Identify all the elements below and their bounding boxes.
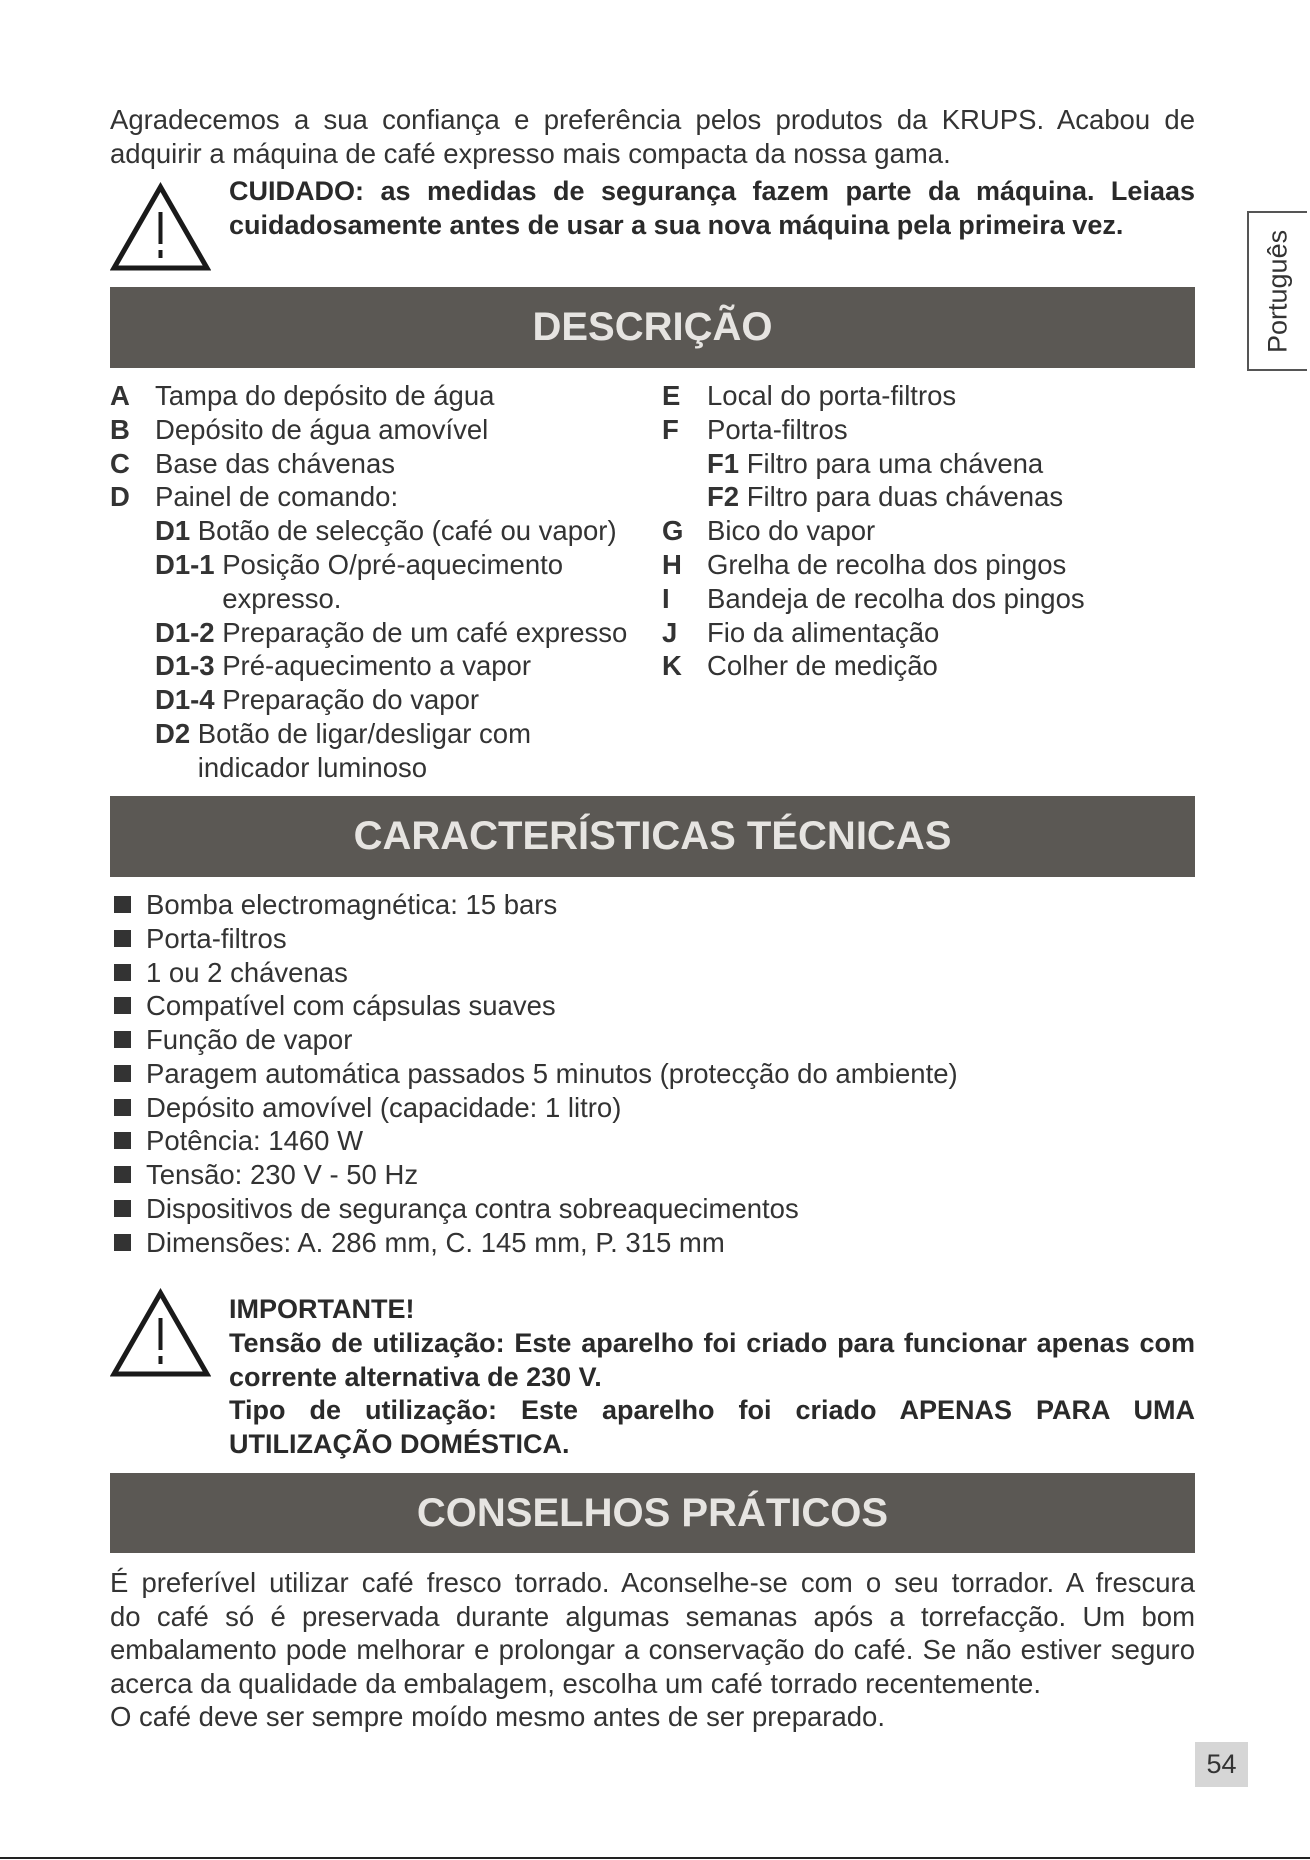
- spec-text: Dimensões: A. 286 mm, C. 145 mm, P. 315 mm: [146, 1226, 725, 1258]
- item-text: Filtro para duas chávenas: [746, 481, 1064, 513]
- warning-icon: [110, 1288, 211, 1378]
- item-text: Porta-filtros: [707, 413, 848, 445]
- bottom-divider: [0, 1857, 1310, 1859]
- list-item: [110, 1057, 1195, 1091]
- square-bullet-icon: [114, 1132, 131, 1149]
- square-bullet-icon: [114, 1166, 131, 1183]
- important-line: IMPORTANTE!: [229, 1294, 415, 1324]
- item-text: Painel de comando:: [155, 481, 399, 513]
- caution-text: [229, 174, 1195, 242]
- section-heading-technical: [110, 796, 1195, 877]
- description-item: [662, 379, 1182, 413]
- square-bullet-icon: [114, 896, 131, 913]
- page-number: [1195, 1742, 1248, 1787]
- list-item: [110, 1226, 1195, 1260]
- square-bullet-icon: [114, 1099, 131, 1116]
- language-tab-label: Português: [1262, 229, 1293, 353]
- warning-triangle-icon: [110, 1288, 211, 1378]
- item-text: Pré-aquecimento a vapor: [222, 650, 531, 682]
- item-key: B: [110, 413, 130, 445]
- description-item: [662, 514, 1182, 548]
- important-notice: [229, 1293, 1195, 1462]
- list-item: [110, 1192, 1195, 1226]
- item-text: Preparação do vapor: [222, 684, 480, 716]
- important-line: corrente alternativa de 230 V.: [229, 1361, 602, 1392]
- description-subitem: [662, 447, 1182, 481]
- important-line: Tipo de utilização: Este aparelho foi criado APENAS PARA UMA: [229, 1395, 1195, 1426]
- description-item: [662, 649, 1182, 683]
- list-item: [110, 1023, 1195, 1057]
- item-key: D1-2: [155, 616, 215, 648]
- item-key: H: [662, 548, 682, 580]
- item-key: F2: [707, 481, 740, 513]
- list-item: [110, 956, 1195, 990]
- important-line: Tensão de utilização: Este aparelho foi criado para funcionar apenas com: [229, 1327, 1195, 1358]
- description-subitem: [662, 480, 1182, 514]
- item-key: F1: [707, 447, 740, 479]
- item-text-continuation: expresso.: [222, 582, 342, 614]
- item-key: E: [662, 380, 681, 411]
- description-item: [662, 548, 1182, 582]
- tips-line: do café só é preservada durante algumas semanas após a torrefacção. Um bom: [110, 1600, 1195, 1632]
- description-subitem: [110, 683, 650, 717]
- square-bullet-icon: [114, 1031, 131, 1048]
- item-key: D1: [155, 515, 191, 547]
- description-item: [110, 447, 650, 481]
- list-item: [110, 922, 1195, 956]
- warning-icon: [110, 182, 211, 272]
- description-list-right: [662, 379, 1182, 683]
- item-key: F: [662, 413, 679, 445]
- item-text: Tampa do depósito de água: [155, 380, 495, 411]
- square-bullet-icon: [114, 964, 131, 981]
- spec-text: Bomba electromagnética: 15 bars: [146, 889, 558, 920]
- description-item: [110, 413, 650, 447]
- description-subitem: [110, 514, 650, 548]
- item-key: D2: [155, 717, 191, 749]
- list-item: [110, 989, 1195, 1023]
- item-text: Grelha de recolha dos pingos: [707, 548, 1067, 580]
- description-item: [662, 413, 1182, 447]
- technical-specs-list: [110, 888, 1195, 1259]
- item-text-continuation: indicador luminoso: [197, 751, 428, 783]
- item-text: Botão de ligar/desligar com: [197, 717, 531, 749]
- section-heading-tips: [110, 1473, 1195, 1553]
- tips-line: embalamento pode melhorar e prolongar a conservação do café. Se não estiver seguro: [110, 1634, 1195, 1666]
- item-text: Base das chávenas: [155, 447, 396, 479]
- square-bullet-icon: [114, 997, 131, 1014]
- tips-line: É preferível utilizar café fresco torrado. Aconselhe-se com o seu torrador. A frescura: [110, 1567, 1195, 1598]
- square-bullet-icon: [114, 1234, 131, 1251]
- description-item: [110, 480, 650, 514]
- description-subitem: [110, 717, 650, 785]
- item-text: Bandeja de recolha dos pingos: [707, 582, 1085, 614]
- item-key: D1-4: [155, 684, 215, 716]
- spec-text: Dispositivos de segurança contra sobreaquecimentos: [146, 1192, 799, 1224]
- item-key: K: [662, 650, 682, 682]
- spec-text: Função de vapor: [146, 1024, 353, 1055]
- intro-line: Agradecemos a sua confiança e preferência pelos produtos da KRUPS. Acabou de: [110, 104, 1195, 135]
- spec-text: Paragem automática passados 5 minutos (protecção do ambiente): [146, 1057, 958, 1089]
- section-heading-label: CARACTERÍSTICAS TÉCNICAS: [353, 814, 952, 858]
- item-text: Bico do vapor: [707, 515, 876, 547]
- item-text: Depósito de água amovível: [155, 413, 489, 445]
- spec-text: Compatível com cápsulas suaves: [146, 990, 556, 1022]
- page-number-label: 54: [1206, 1749, 1237, 1779]
- description-item: [110, 379, 650, 413]
- list-item: [110, 888, 1195, 922]
- spec-text: Depósito amovível (capacidade: 1 litro): [146, 1091, 622, 1123]
- caution-line: CUIDADO: as medidas de segurança fazem parte da máquina. Leiaas: [229, 176, 1195, 206]
- item-key: J: [662, 616, 678, 648]
- spec-text: Tensão: 230 V - 50 Hz: [146, 1159, 419, 1190]
- spec-text: Porta-filtros: [146, 922, 287, 954]
- square-bullet-icon: [114, 1200, 131, 1217]
- description-subitem: [110, 616, 650, 650]
- item-text: Fio da alimentação: [707, 616, 940, 648]
- tips-line: acerca da qualidade da embalagem, escolha um café torrado recentemente.: [110, 1667, 1041, 1699]
- item-key: D: [110, 481, 130, 513]
- list-item: [110, 1124, 1195, 1158]
- item-text: Botão de selecção (café ou vapor): [197, 515, 617, 547]
- section-heading-description: [110, 287, 1195, 368]
- description-item: [662, 582, 1182, 616]
- warning-triangle-icon: [110, 182, 211, 272]
- important-line: UTILIZAÇÃO DOMÉSTICA.: [229, 1429, 570, 1460]
- item-key: D1-1: [155, 548, 215, 580]
- tips-paragraph: [110, 1566, 1195, 1734]
- item-text: Colher de medição: [707, 650, 938, 682]
- item-text: Preparação de um café expresso: [222, 616, 628, 648]
- description-subitem: [110, 548, 650, 616]
- intro-paragraph: [110, 103, 1195, 171]
- item-key: I: [662, 582, 670, 614]
- list-item: [110, 1091, 1195, 1125]
- caution-line: cuidadosamente antes de usar a sua nova máquina pela primeira vez.: [229, 210, 1124, 240]
- item-key: A: [110, 380, 130, 411]
- list-item: [110, 1158, 1195, 1192]
- tips-line: O café deve ser sempre moído mesmo antes de ser preparado.: [110, 1701, 885, 1733]
- item-text: Posição O/pré-aquecimento: [222, 548, 564, 580]
- description-subitem: [110, 649, 650, 683]
- intro-line: adquirir a máquina de café expresso mais compacta da nossa gama.: [110, 138, 951, 169]
- item-key: C: [110, 447, 130, 479]
- spec-text: 1 ou 2 chávenas: [146, 956, 348, 988]
- item-text: Local do porta-filtros: [707, 380, 957, 411]
- language-tab: [1247, 211, 1307, 371]
- square-bullet-icon: [114, 1065, 131, 1082]
- item-key: D1-3: [155, 650, 215, 682]
- item-text: Filtro para uma chávena: [746, 447, 1044, 479]
- description-list-left: [110, 379, 650, 785]
- section-heading-label: CONSELHOS PRÁTICOS: [416, 1490, 889, 1535]
- description-item: [662, 616, 1182, 650]
- section-heading-label: DESCRIÇÃO: [532, 305, 773, 349]
- item-key: G: [662, 515, 684, 547]
- square-bullet-icon: [114, 930, 131, 947]
- spec-text: Potência: 1460 W: [146, 1125, 364, 1157]
